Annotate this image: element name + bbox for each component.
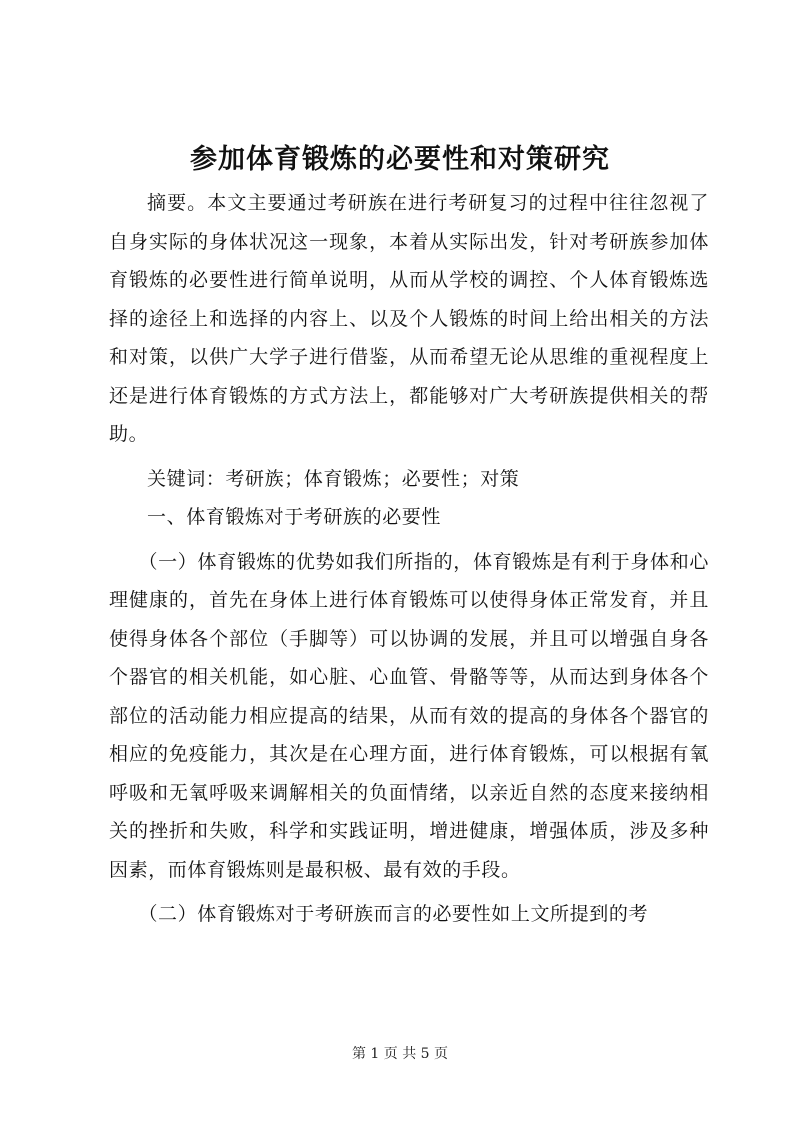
keywords-paragraph: 关键词：考研族；体育锻炼；必要性；对策: [147, 467, 520, 490]
document-title: 参加体育锻炼的必要性和对策研究: [190, 144, 610, 175]
document-body: [109, 184, 709, 934]
subsection-paragraph-2: （二）体育锻炼对于考研族而言的必要性如上文所提到的考: [138, 903, 649, 925]
abstract-paragraph: 摘要。本文主要通过考研族在进行考研复习的过程中往往忽视了自身实际的身体状况这一现象，本着从实际出发，针对考研族参加体育锻炼的必要性进行简单说明，从而从学校的调控、个人体育锻炼选择的途径上和选择的内容上、以及个人锻炼的时间上给出相关的方法和对策，以供广大学子进行借鉴，从而希望无论从思维的重视程度上还是进行体育锻炼的方式方法上，都能够对广大考研族提供相关的帮助。: [109, 192, 709, 445]
subsection-paragraph-1: （一）体育锻炼的优势如我们所指的，体育锻炼是有利于身体和心理健康的，首先在身体上进行体育锻炼可以使得身体正常发育，并且使得身体各个部位（手脚等）可以协调的发展，并且可以增强自身各个器官的相关机能，如心脏、心血管、骨骼等等，从而达到身体各个部位的活动能力相应提高的结果，从而有效的提高的身体各个器官的相应的免疫能力，其次是在心理方面，进行体育锻炼，可以根据有氧呼吸和无氧呼吸来调解相关的负面情绪，以亲近自然的态度来接纳相关的挫折和失败，科学和实践证明，增进健康，增强体质，涉及多种因素，而体育锻炼则是最积极、最有效的手段。: [109, 550, 709, 881]
page-footer: 第 1 页 共 5 页: [351, 1046, 449, 1062]
section-heading: 一、体育锻炼对于考研族的必要性: [147, 506, 442, 528]
